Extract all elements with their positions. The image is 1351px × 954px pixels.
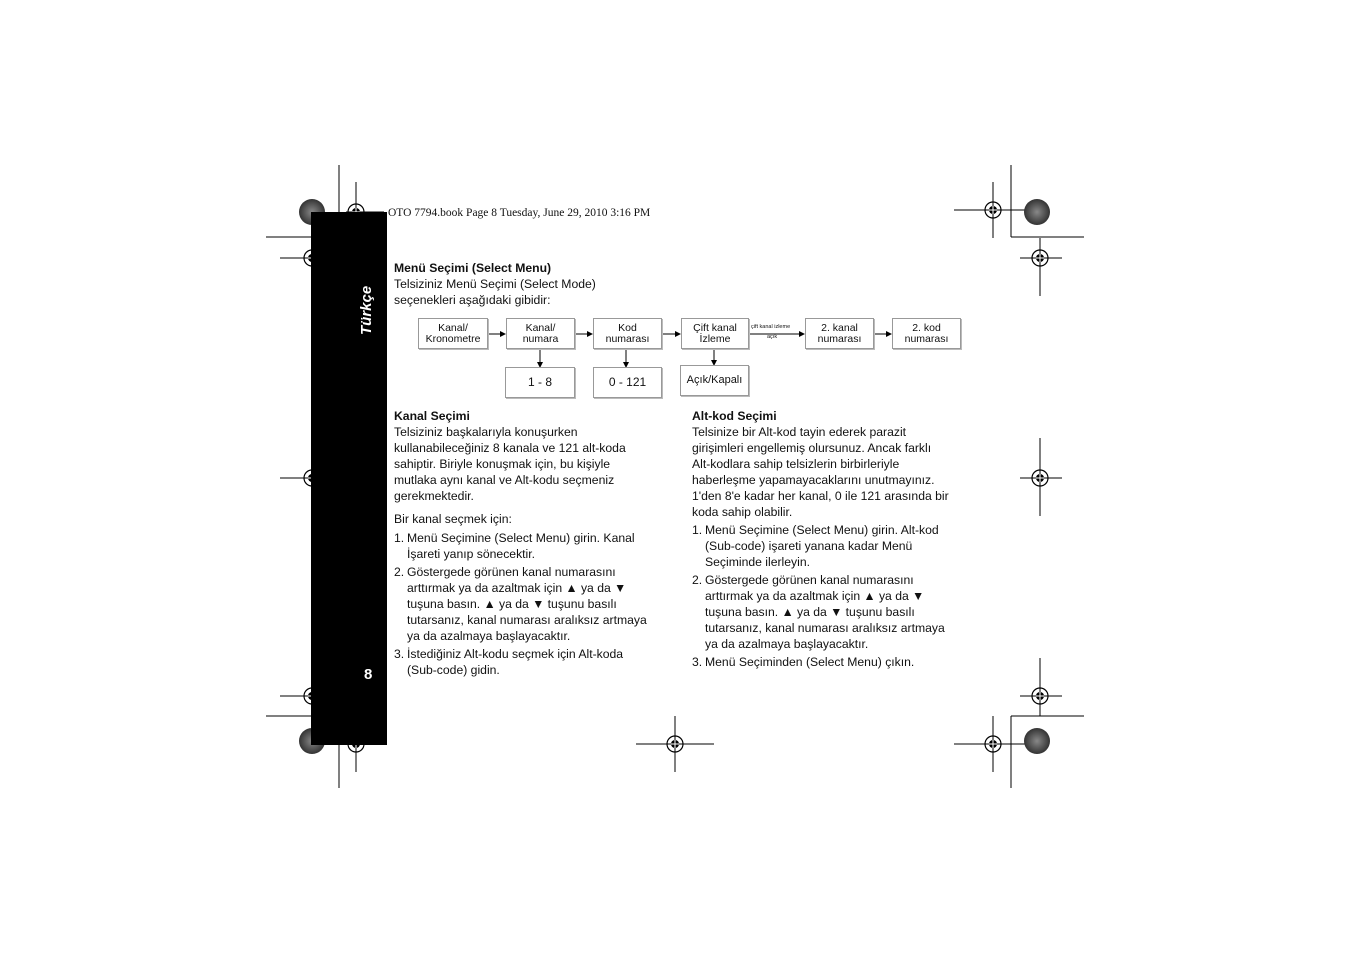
menu-intro-line: Telsiziniz Menü Seçimi (Select Mode) xyxy=(394,277,596,291)
kanal-steps xyxy=(394,530,666,678)
kanal-title: Kanal Seçimi xyxy=(394,409,470,423)
kanal-line: Telsiziniz başkalarıyla konuşurken xyxy=(394,425,578,439)
language-label: Türkçe xyxy=(358,285,375,335)
altkod-step: 3. Menü Seçiminden (Select Menu) çıkın. xyxy=(692,655,915,669)
diagram-box-kanal-numara: Kanal/ numara xyxy=(506,318,575,349)
menu-section xyxy=(394,260,654,308)
altkod-section xyxy=(692,408,967,672)
altkod-line: haberleşme yapamayacaklarını unutmayınız. xyxy=(692,473,935,487)
kanal-step: 1. Menü Seçimine (Select Menu) girin. Kanal İşareti yanıp sönecektir. xyxy=(394,531,635,561)
language-tab xyxy=(352,280,382,340)
kanal-line: mutlaka aynı kanal ve Alt-kodu seçmeniz xyxy=(394,473,615,487)
diagram-box-2-kanal: 2. kanal numarası xyxy=(805,318,874,349)
menu-intro-line: seçenekleri aşağıdaki gibidir: xyxy=(394,293,551,307)
page-number: 8 xyxy=(364,666,373,683)
diagram-subbox-codes: 0 - 121 xyxy=(593,367,662,398)
diagram-box-kanal-kronometre: Kanal/ Kronometre xyxy=(418,318,488,349)
kanal-section xyxy=(394,408,666,680)
kanal-line: kullanabileceğiniz 8 kanala ve 121 alt-koda xyxy=(394,441,626,455)
diagram-subbox-channels: 1 - 8 xyxy=(505,367,575,398)
kanal-line: gerekmektedir. xyxy=(394,489,474,503)
diagram-subbox-acik-kapali: Açık/Kapalı xyxy=(680,365,749,396)
altkod-step: 2. Göstergede görünen kanal numarasını arttırmak ya da azaltmak için ▲ ya da ▼ tuşuna basın. ▲ ya da ▼ tuşunu basılı tutarsanız, kanal numarası aralıksız artmaya ya da azalmaya başlayacaktır. xyxy=(692,573,945,651)
altkod-line: Alt-kodlara sahip telsizlerin birbirleriyle xyxy=(692,457,900,471)
print-header: OTO 7794.book Page 8 Tuesday, June 29, 2010 3:16 PM xyxy=(388,207,651,219)
diagram-box-kod-numarasi: Kod numarası xyxy=(593,318,662,349)
diagram-arrow-label-bottom: açık xyxy=(767,334,778,340)
altkod-line: girişimleri engellemiş olursunuz. Ancak farklı xyxy=(692,441,932,455)
altkod-line: 1'den 8'e kadar her kanal, 0 ile 121 arasında bir xyxy=(692,489,949,503)
menu-diagram xyxy=(412,312,964,404)
altkod-line: koda sahip olabilir. xyxy=(692,505,793,519)
kanal-step: 2. Göstergede görünen kanal numarasını arttırmak ya da azaltmak için ▲ ya da ▼ tuşuna basın. ▲ ya da ▼ tuşunu basılı tutarsanız, kanal numarası aralıksız artmaya ya da azalmaya başlayacaktır. xyxy=(394,565,647,643)
diagram-arrow-label-top: çift kanal izleme xyxy=(751,324,791,330)
altkod-line: Telsinize bir Alt-kod tayin ederek parazit xyxy=(692,425,907,439)
diagram-box-2-kod: 2. kod numarası xyxy=(892,318,961,349)
altkod-step: 1. Menü Seçimine (Select Menu) girin. Alt-kod (Sub-code) işareti yanana kadar Menü Seçiminde ilerleyin. xyxy=(692,523,939,569)
kanal-step: 3. İstediğiniz Alt-kodu seçmek için Alt-koda (Sub-code) gidin. xyxy=(394,647,624,677)
altkod-steps xyxy=(692,522,967,670)
menu-title: Menü Seçimi (Select Menu) xyxy=(394,261,552,275)
diagram-box-cift-kanal: Çift kanal İzleme xyxy=(681,318,749,349)
kanal-line: sahiptir. Biriyle konuşmak için, bu kişiyle xyxy=(394,457,611,471)
altkod-title: Alt-kod Seçimi xyxy=(692,409,777,423)
kanal-select-intro: Bir kanal seçmek için: xyxy=(394,512,512,526)
